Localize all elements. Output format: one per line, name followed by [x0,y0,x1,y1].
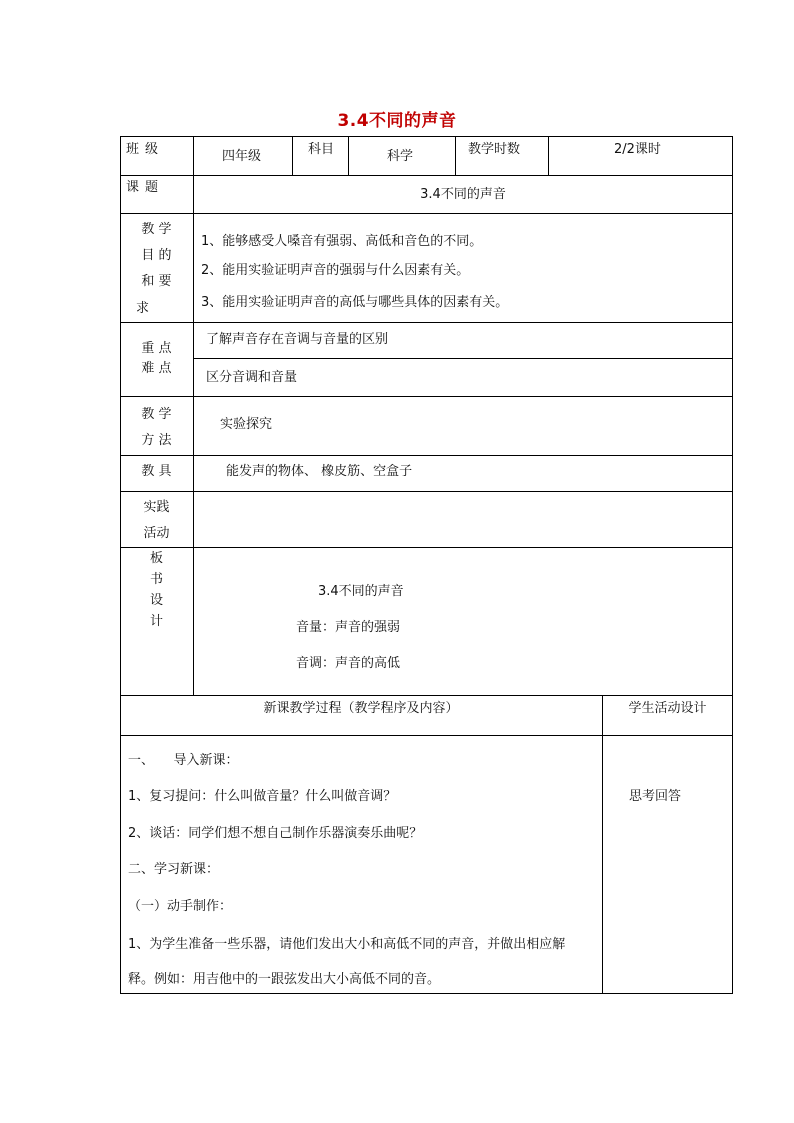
process-line: 1、为学生准备一些乐器，请他们发出大小和高低不同的声音，并做出相应解 [128,937,566,952]
row-divider [120,491,733,492]
board-label-line: 板 [149,551,163,566]
row-divider [120,547,733,548]
subject-label: 科目 [308,142,335,157]
process-line: （一）动手制作： [128,899,233,914]
objectives-label-line: 求 [136,301,150,316]
document-title: 3.4不同的声音 [337,111,457,131]
difficult-point-text: 区分音调和音量 [206,370,298,385]
process-line: 1、复习提问：什么叫做音量？什么叫做音调？ [128,789,397,804]
method-value: 实验探究 [220,417,273,432]
column-divider [193,136,194,695]
key-points-label-line: 重 点 [141,341,172,356]
column-divider [548,136,549,175]
board-line: 音量：声音的强弱 [296,620,401,635]
row-divider [120,322,733,323]
process-header-right: 学生活动设计 [628,701,707,716]
row-divider [120,695,733,696]
row-divider [120,735,733,736]
column-divider [348,136,349,175]
objectives-label-line: 和 要 [141,274,172,289]
row-divider [120,175,733,176]
row-divider [120,213,733,214]
board-label-line: 计 [149,614,163,629]
column-divider [292,136,293,175]
process-line: 二、学习新课： [128,862,220,877]
method-label-line: 教 学 [141,407,172,422]
objective-item: 2、能用实验证明声音的强弱与什么因素有关。 [201,263,470,278]
objectives-label-line: 教 学 [141,222,172,237]
objective-item: 1、能够感受人嗓音有强弱、高低和音色的不同。 [201,234,483,249]
process-line: 一、 导入新课： [128,753,239,768]
tools-label: 教 具 [141,464,172,479]
board-label-line: 设 [149,593,163,608]
topic-label: 课题 [126,180,165,195]
hours-label: 教学时数 [468,142,521,157]
topic-value: 3.4不同的声音 [420,187,506,202]
method-label-line: 方 法 [141,433,172,448]
row-divider [193,358,733,359]
key-point-text: 了解声音存在音调与音量的区别 [206,332,389,347]
process-header-left: 新课教学过程（教学程序及内容） [263,701,459,716]
process-line: 2、谈话：同学们想不想自己制作乐器演奏乐曲呢？ [128,826,423,841]
board-title: 3.4不同的声音 [318,584,404,599]
practice-label-line: 活动 [143,526,170,541]
row-divider [120,396,733,397]
row-divider [120,455,733,456]
process-line: 释。例如：用吉他中的一跟弦发出大小高低不同的音。 [128,972,441,987]
objective-item: 3、能用实验证明声音的高低与哪些具体的因素有关。 [201,295,509,310]
hours-value: 2/2课时 [614,142,661,157]
column-divider [602,695,603,994]
board-label-line: 书 [149,572,163,587]
key-points-label-line: 难 点 [141,361,172,376]
class-value: 四年级 [222,149,262,164]
board-line: 音调：声音的高低 [296,656,401,671]
student-activity: 思考回答 [629,789,682,804]
practice-label-line: 实践 [143,500,170,515]
column-divider [455,136,456,175]
subject-value: 科学 [387,149,414,164]
tools-value: 能发声的物体、 橡皮筋、空盒子 [226,464,413,479]
class-label: 班级 [126,142,165,157]
objectives-label-line: 目 的 [141,248,172,263]
